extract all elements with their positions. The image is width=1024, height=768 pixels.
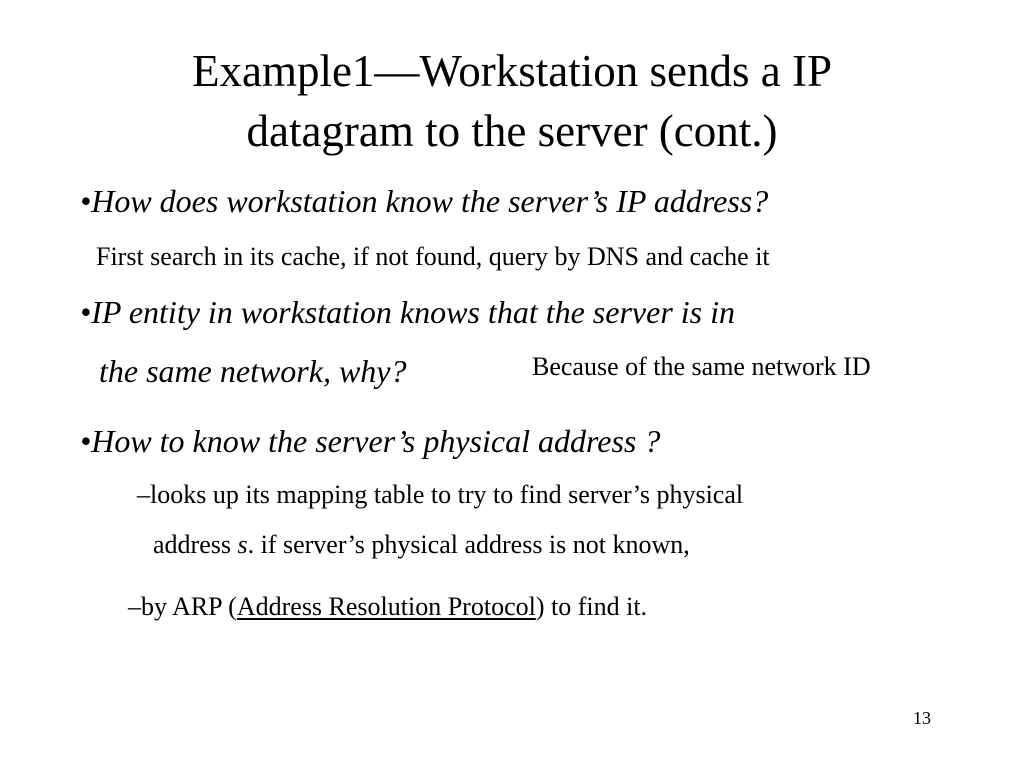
bullet-3-question — [80, 423, 660, 460]
sub-1-line-2-suffix: . if server’s physical address is not known, — [247, 530, 690, 559]
slide-title-line-1: Example1—Workstation sends a IP — [191, 46, 833, 96]
sub-1-line-2-prefix: address — [153, 530, 238, 559]
bullet-1-question-text: How does workstation know the server’s IP address? — [91, 183, 769, 219]
bullet-2-question-line-2: the same network, why? — [99, 353, 407, 389]
sub-1-line-2-italic: s — [237, 530, 248, 559]
arp-link[interactable]: Address Resolution Protocol — [236, 592, 536, 621]
bullet-3-sub-2 — [128, 592, 647, 622]
bullet-3-question-text: How to know the server’s physical address ? — [91, 423, 661, 459]
sub-2-prefix: –by ARP ( — [128, 592, 237, 621]
bullet-2-marker: • — [80, 294, 92, 330]
bullet-3-sub-1-line-2 — [153, 530, 690, 560]
bullet-1-question — [80, 183, 768, 220]
bullet-3-sub-1-line-1: –looks up its mapping table to try to find server’s physical — [137, 480, 744, 509]
bullet-2-answer: Because of the same network ID — [532, 352, 871, 381]
bullet-2-question-text-1: IP entity in workstation knows that the server is in — [91, 294, 735, 330]
bullet-2-question-line-1 — [80, 294, 735, 331]
page-number: 13 — [913, 708, 931, 728]
bullet-3-marker: • — [80, 423, 92, 459]
slide-title-line-2: datagram to the server (cont.) — [246, 106, 778, 156]
bullet-1-answer: First search in its cache, if not found, query by DNS and cache it — [96, 242, 770, 271]
sub-2-suffix: ) to find it. — [535, 592, 648, 621]
bullet-1-marker: • — [80, 183, 92, 219]
